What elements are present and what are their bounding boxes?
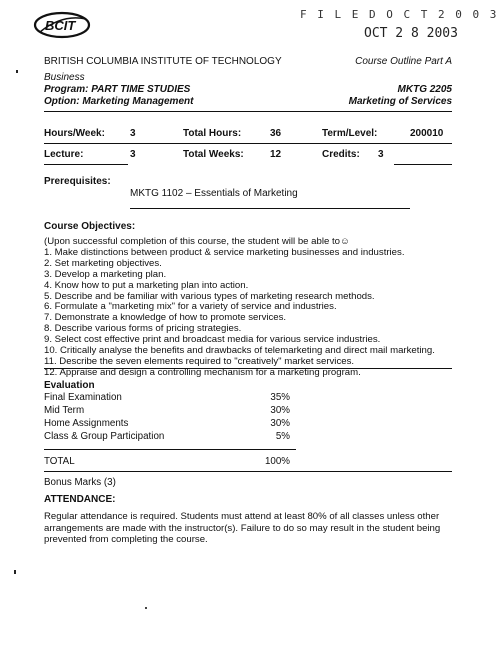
evaluation-total-value: 100% bbox=[264, 456, 290, 467]
lecture-value: 3 bbox=[130, 149, 136, 160]
objective-item: 12. Appraise and design a controlling mechanism for a marketing program. bbox=[44, 366, 361, 378]
total-weeks-label: Total Weeks: bbox=[183, 149, 244, 160]
institution-name: BRITISH COLUMBIA INSTITUTE OF TECHNOLOGY bbox=[44, 56, 282, 67]
option-line: Option: Marketing Management bbox=[44, 96, 194, 107]
prerequisite-course: MKTG 1102 – Essentials of Marketing bbox=[130, 188, 298, 199]
credits-underline bbox=[394, 164, 452, 165]
objective-item: 7. Demonstrate a knowledge of how to promote services. bbox=[44, 312, 287, 324]
total-hours-label: Total Hours: bbox=[183, 128, 242, 139]
logo-text: BCIT bbox=[45, 18, 76, 33]
header-divider bbox=[44, 111, 452, 112]
evaluation-row-label: Home Assignments bbox=[44, 418, 129, 429]
document-type: Course Outline Part A bbox=[355, 56, 452, 67]
objective-item: 10. Critically analyse the benefits and drawbacks of telemarketing and direct mail marketing. bbox=[44, 345, 435, 357]
objective-item: 8. Describe various forms of pricing strategies. bbox=[44, 323, 242, 335]
lecture-label: Lecture: bbox=[44, 149, 84, 160]
evaluation-title: Evaluation bbox=[44, 380, 95, 391]
objective-item: 1. Make distinctions between product & service marketing businesses and industries. bbox=[44, 246, 405, 258]
objective-item: 11. Describe the seven elements required to "creatively" market services. bbox=[44, 355, 355, 367]
evaluation-divider bbox=[44, 471, 452, 472]
attendance-text: Regular attendance is required. Students must attend at least 80% of all classes unless other arrangements are made with the instructor(s). Failure to do so may result in the student being prevented from completing the course. bbox=[44, 511, 441, 545]
objective-item: 4. Know how to put a marketing plan into action. bbox=[44, 279, 249, 291]
stamp-date: OCT 2 8 2003 bbox=[364, 26, 458, 41]
hours-week-value: 3 bbox=[130, 128, 136, 139]
bonus-marks: Bonus Marks (3) bbox=[44, 477, 116, 488]
hours-week-label: Hours/Week: bbox=[44, 128, 105, 139]
evaluation-row-value: 5% bbox=[275, 431, 290, 442]
objective-item: 3. Develop a marketing plan. bbox=[44, 268, 167, 280]
evaluation-row-label: Class & Group Participation bbox=[44, 431, 165, 442]
scan-speck bbox=[145, 607, 147, 609]
info-divider bbox=[44, 143, 452, 144]
term-level-label: Term/Level: bbox=[322, 128, 378, 139]
program-line: Program: PART TIME STUDIES bbox=[44, 84, 191, 95]
objective-item: 9. Select cost effective print and broadcast media for various service industries. bbox=[44, 334, 381, 346]
prerequisites-divider bbox=[130, 208, 410, 209]
credits-label: Credits: bbox=[322, 149, 360, 160]
credits-value: 3 bbox=[378, 149, 384, 160]
evaluation-row-value: 35% bbox=[270, 392, 290, 403]
total-hours-value: 36 bbox=[270, 128, 282, 139]
bcit-logo bbox=[32, 10, 92, 40]
objectives-divider bbox=[44, 368, 452, 369]
evaluation-total-rule bbox=[44, 449, 296, 450]
scan-speck bbox=[16, 70, 18, 73]
term-level-value: 200010 bbox=[410, 128, 444, 139]
objectives-list bbox=[44, 237, 484, 379]
evaluation-row-label: Final Examination bbox=[44, 392, 122, 403]
lecture-underline bbox=[44, 164, 128, 165]
prerequisites-label: Prerequisites: bbox=[44, 176, 111, 187]
course-code: MKTG 2205 bbox=[397, 84, 452, 95]
evaluation-row-value: 30% bbox=[270, 405, 290, 416]
received-stamp: F I L E D O C T 2 0 0 3 bbox=[300, 8, 499, 21]
school-name: Business bbox=[44, 72, 85, 83]
evaluation-row-label: Mid Term bbox=[44, 405, 85, 416]
objective-item: 5. Describe and be familiar with various types of marketing research methods. bbox=[44, 290, 375, 302]
objective-item: 6. Formulate a "marketing mix" for a variety of service and industries. bbox=[44, 301, 337, 313]
evaluation-total-label: TOTAL bbox=[44, 456, 75, 467]
objective-item: 2. Set marketing objectives. bbox=[44, 257, 162, 269]
total-weeks-value: 12 bbox=[270, 149, 282, 160]
objectives-intro: (Upon successful completion of this course, the student will be able to☺ bbox=[44, 236, 350, 247]
objectives-title: Course Objectives: bbox=[44, 221, 136, 232]
course-title: Marketing of Services bbox=[348, 96, 452, 107]
evaluation-row-value: 30% bbox=[270, 418, 290, 429]
attendance-title: ATTENDANCE: bbox=[44, 494, 116, 505]
scan-speck bbox=[14, 570, 16, 574]
